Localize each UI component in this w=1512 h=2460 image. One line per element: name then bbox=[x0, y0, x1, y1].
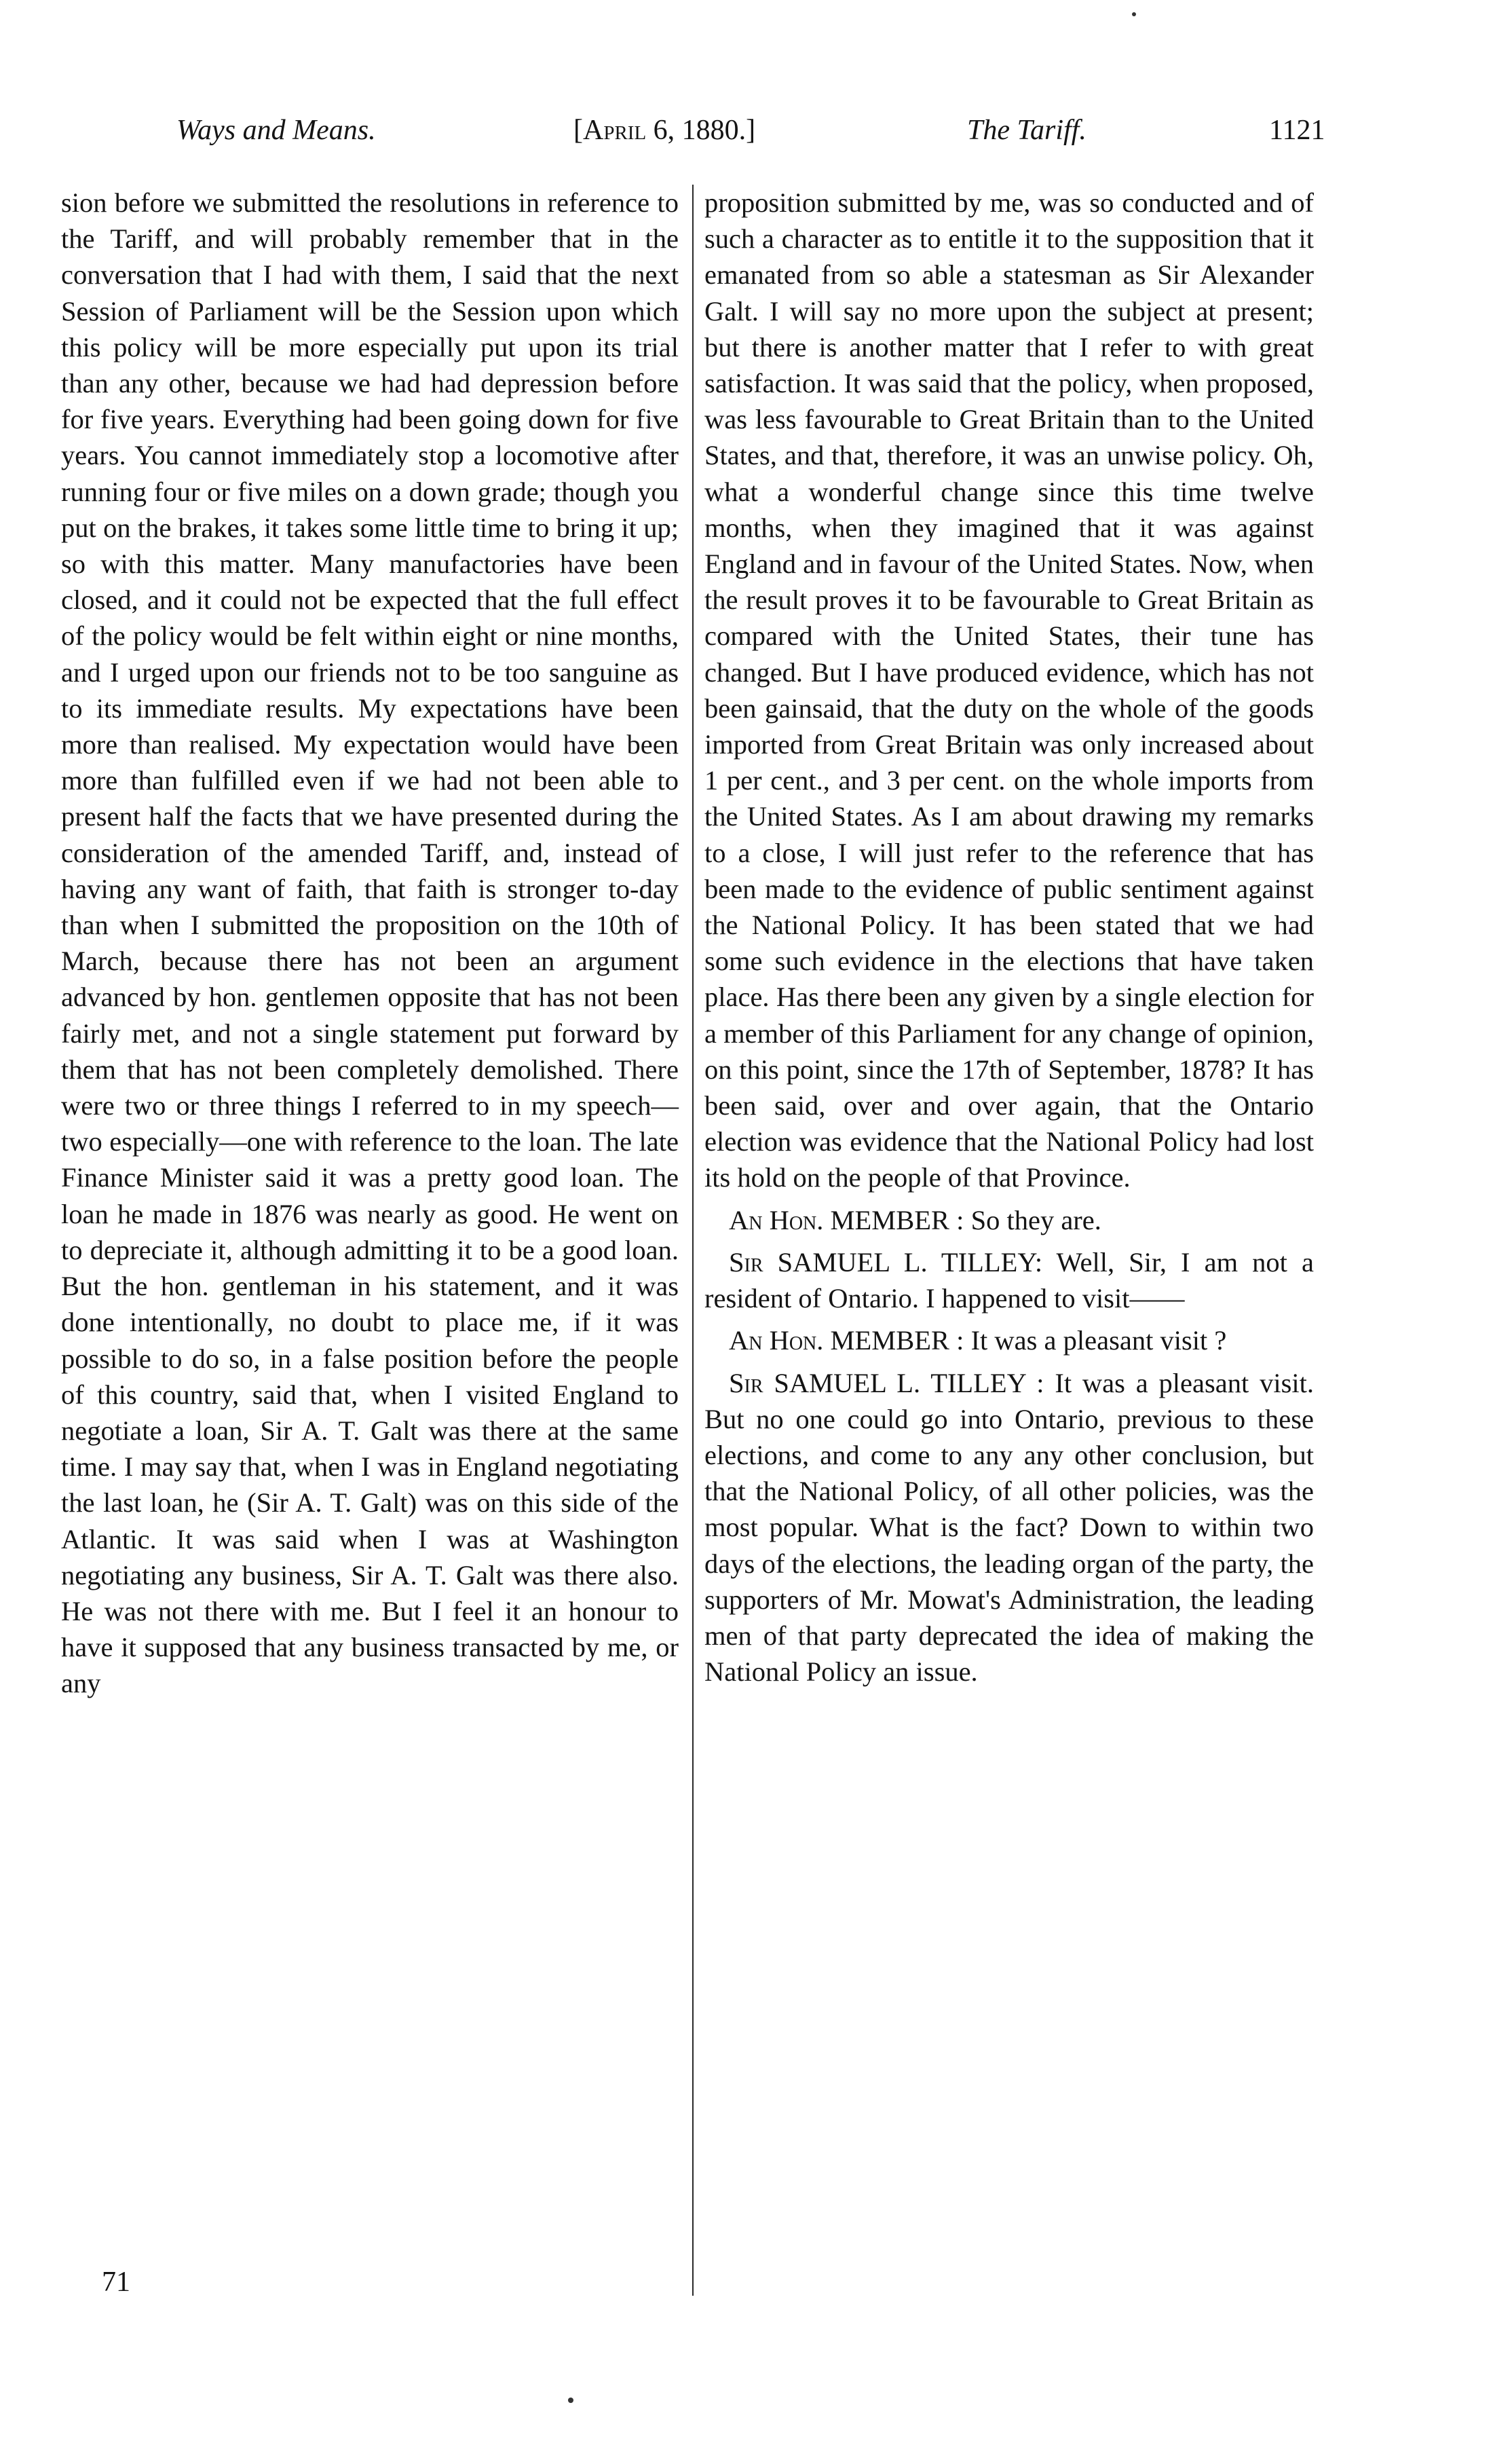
paragraph-text: proposition submitted by me, was so conducted and of such a character as to entitle it to the supposition that it emanated from so able a statesman as Sir Alexander Galt. I will say no more upon the subject at present; but there is another matter that I refer to with great satisfaction. It was said that the policy, when proposed, was less favourable to Great Britain than to the United States, and that, therefore, it was an unwise policy. Oh, what a wonderful change since this time twelve months, when they imagined that it was against England and in favour of the United States. Now, when the result proves it to be favourable to Great Britain as compared with the United States, their tune has changed. But I have produced evidence, which has not been gainsaid, that the duty on the whole of the goods imported from Great Britain was only increased about 1 per cent., and 3 per cent. on the whole imports from the United States. As I am about drawing my remarks to a close, I will just refer to the reference that has been made to the evidence of public sentiment against the National Policy. It has been stated that we had some such evidence in the elections that have taken place. Has there been any given by a single election for a member of this Parliament for any change of opinion, on this point, since the 17th of September, 1878? It has been said, over and over again, that the Ontario election was evidence that the National Policy had lost its hold on the people of that Province. bbox=[704, 187, 1314, 1193]
speech-text: Well, Sir, I am not a resident of Ontario. I happened to visit—— bbox=[704, 1246, 1314, 1314]
page-number: 1121 bbox=[1269, 115, 1325, 146]
speech-text: So they are. bbox=[970, 1204, 1101, 1235]
speech-paragraph bbox=[704, 1322, 1314, 1358]
scan-speck bbox=[1132, 12, 1136, 16]
speech-paragraph bbox=[704, 1365, 1314, 1690]
speech-text: It was a pleasant visit ? bbox=[970, 1325, 1227, 1356]
speech-paragraph bbox=[704, 1202, 1314, 1238]
speaker-name: Sir SAMUEL L. TILLEY: bbox=[729, 1246, 1043, 1278]
scan-speck bbox=[568, 2398, 573, 2403]
header-section-title: Ways and Means. bbox=[176, 115, 376, 146]
header-date: [April 6, 1880.] bbox=[573, 115, 756, 146]
speaker-name: An Hon. MEMBER : bbox=[729, 1204, 964, 1235]
speaker-name: Sir SAMUEL L. TILLEY : bbox=[729, 1367, 1044, 1398]
running-header bbox=[176, 114, 1330, 155]
speaker-name: An Hon. MEMBER : bbox=[729, 1325, 964, 1356]
left-column bbox=[61, 185, 679, 1702]
column-divider bbox=[692, 185, 694, 2296]
speech-paragraph bbox=[704, 1244, 1314, 1316]
speech-text: It was a pleasant visit. But no one could go into Ontario, previous to these elections, and come to any any other conclusion, but that the National Policy, of all other policies, was the most popular. What is the fact? Down to within two days of the elections, the leading organ of the party, the supporters of Mr. Mowat's Administration, the leading men of that party deprecated the idea of making the National Policy an issue. bbox=[704, 1367, 1314, 1688]
signature-mark: 71 bbox=[102, 2267, 130, 2298]
right-column bbox=[704, 185, 1314, 1690]
header-topic: The Tariff. bbox=[967, 115, 1086, 146]
left-column-text: sion before we submitted the resolutions in reference to the Tariff, and will probably remember that in the conversation that I had with them, I said that the next Session of Parliament will be the Session upon which this policy will be more especially put upon its trial than any other, because we had had depression before for five years. Everything had been going down for five years. You cannot immediately stop a locomotive after running four or five miles on a down grade; though you put on the brakes, it takes some little time to bring it up; so with this matter. Many manufactories have been closed, and it could not be expected that the full effect of the policy would be felt within eight or nine months, and I urged upon our friends not to be too sanguine as to its immediate results. My expectations have been more than realised. My expectation would have been more than fulfilled even if we had not been able to present half the facts that we have presented during the consideration of the amended Tariff, and, instead of having any want of faith, that faith is stronger to-day than when I submitted the proposition on the 10th of March, because there has not been an argument advanced by hon. gentlemen opposite that has not been fairly met, and not a single statement put forward by them that has not been completely demolished. There were two or three things I referred to in my speech—two especially—one with reference to the loan. The late Finance Minister said it was a pretty good loan. The loan he made in 1876 was nearly as good. He went on to depreciate it, although admitting it to be a good loan. But the hon. gentleman in his statement, and it was done intentionally, no doubt to place me, if it was possible to do so, in a false position before the people of this country, said that, when I visited England to negotiate a loan, Sir A. T. Galt was there at the same time. I may say that, when I was in England negotiating the last loan, he (Sir A. T. Galt) was on this side of the Atlantic. It was said when I was at Washington negotiating any business, Sir A. T. Galt was there also. He was not there with me. But I feel it an honour to have it supposed that any business transacted by me, or any bbox=[61, 187, 679, 1699]
body-paragraph bbox=[704, 185, 1314, 1196]
